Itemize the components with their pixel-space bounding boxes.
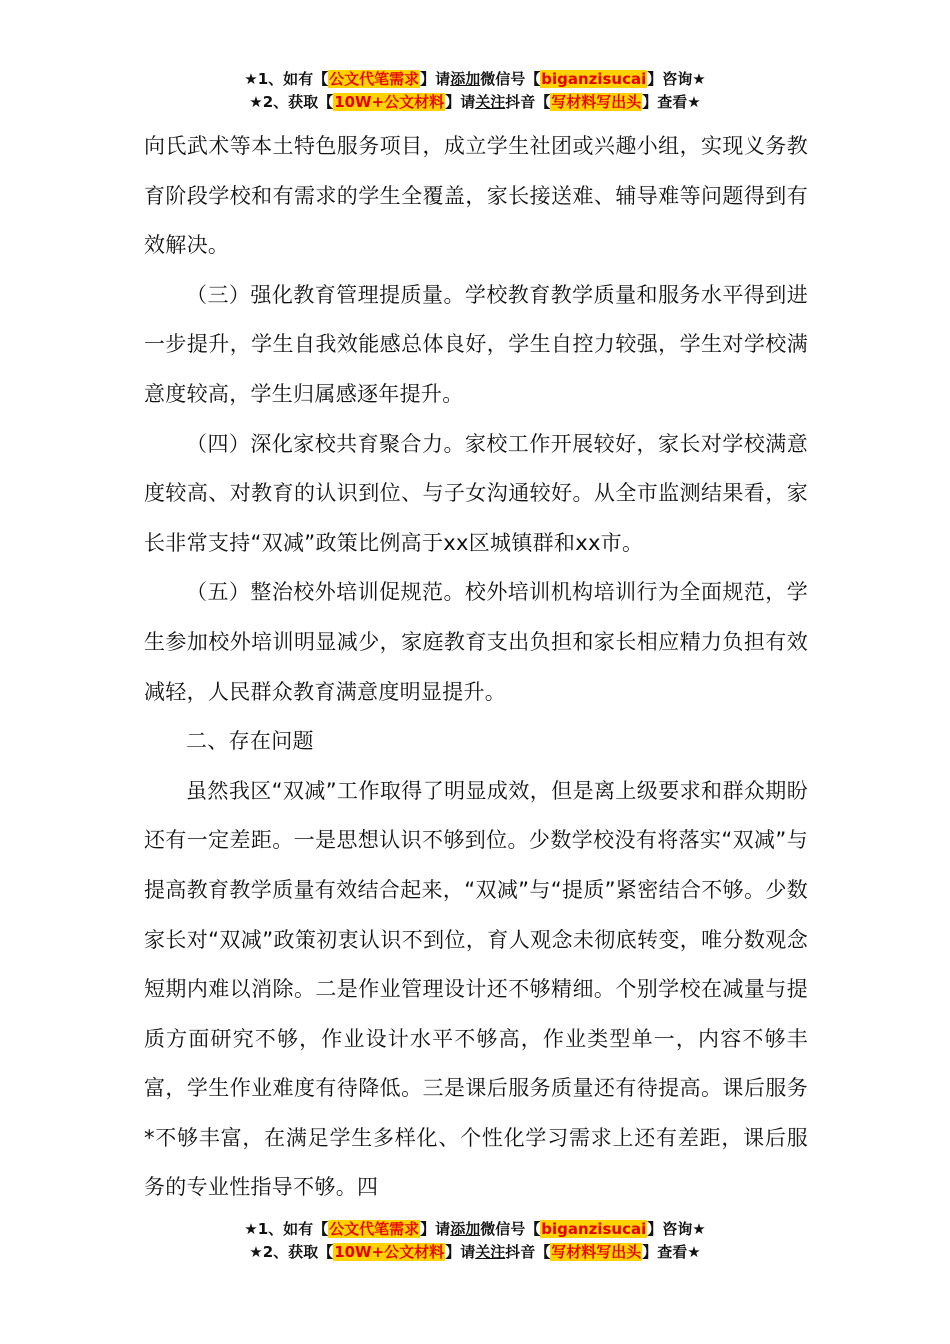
banner-text: 微信号【 xyxy=(480,1220,541,1238)
banner-text: ★1、如有【 xyxy=(244,1220,329,1238)
highlight-douyin-account: 写材料写出头 xyxy=(551,1243,642,1261)
banner-text: 】查看★ xyxy=(642,1243,701,1261)
banner-emphasis: 关注 xyxy=(475,1243,506,1261)
footer-banner xyxy=(0,1218,950,1264)
highlight-materials: 10W+公文材料 xyxy=(334,93,445,111)
paragraph-continuation: 向氏武术等本土特色服务项目，成立学生社团或兴趣小组，实现义务教育阶段学校和有需求的学生全覆盖，家长接送难、辅导难等问题得到有效解决。 xyxy=(144,134,808,258)
paragraph-section-5: （五）整治校外培训促规范。校外培训机构培训行为全面规范，学生参加校外培训明显减少，家庭教育支出负担和家长相应精力负担有效减轻，人民群众教育满意度明显提升。 xyxy=(144,580,808,704)
banner-text: 】咨询★ xyxy=(647,70,706,88)
banner-emphasis: 添加 xyxy=(450,70,481,88)
banner-emphasis: 添加 xyxy=(450,1220,481,1238)
section-heading-problems: 二、存在问题 xyxy=(186,729,314,754)
banner-text: 】请 xyxy=(445,93,476,111)
banner-line-1 xyxy=(0,68,950,91)
header-banner xyxy=(0,68,950,114)
highlight-service: 公文代笔需求 xyxy=(329,1220,420,1238)
banner-text: 】查看★ xyxy=(642,93,701,111)
highlight-wechat-id: biganzisucai xyxy=(541,70,647,88)
banner-text: ★2、获取【 xyxy=(249,93,334,111)
banner-text: ★2、获取【 xyxy=(249,1243,334,1261)
banner-text: 】请 xyxy=(420,1220,451,1238)
banner-text: 抖音【 xyxy=(505,93,551,111)
banner-text: 】咨询★ xyxy=(647,1220,706,1238)
banner-text: 】请 xyxy=(445,1243,476,1261)
paragraph-problems: 虽然我区“双减”工作取得了明显成效，但是离上级要求和群众期盼还有一定差距。一是思想认识不够到位。少数学校没有将落实“双减”与提高教育教学质量有效结合起来，“双减”与“提质”紧密结合不够。少数家长对“双减”政策初衷认识不到位，育人观念未彻底转变，唯分数观念短期内难以消除。二是作业管理设计还不够精细。个别学校在减量与提质方面研究不够，作业设计水平不够高，作业类型单一，内容不够丰富，学生作业难度有待降低。三是课后服务质量还有待提高。课后服务*不够丰富，在满足学生多样化、个性化学习需求上还有差距，课后服务的专业性指导不够。四 xyxy=(144,778,808,1200)
highlight-wechat-id: biganzisucai xyxy=(541,1220,647,1238)
paragraph-section-4: （四）深化家校共育聚合力。家校工作开展较好，家长对学校满意度较高、对教育的认识到位、与子女沟通较好。从全市监测结果看，家长非常支持“双减”政策比例高于xx区城镇群和xx市。 xyxy=(144,431,808,555)
document-body xyxy=(144,122,808,1213)
banner-line-2 xyxy=(0,1241,950,1264)
banner-line-1 xyxy=(0,1218,950,1241)
highlight-douyin-account: 写材料写出头 xyxy=(551,93,642,111)
banner-line-2 xyxy=(0,91,950,114)
banner-text: 抖音【 xyxy=(505,1243,551,1261)
highlight-materials: 10W+公文材料 xyxy=(334,1243,445,1261)
highlight-service: 公文代笔需求 xyxy=(329,70,420,88)
banner-text: ★1、如有【 xyxy=(244,70,329,88)
banner-text: 】请 xyxy=(420,70,451,88)
paragraph-section-3: （三）强化教育管理提质量。学校教育教学质量和服务水平得到进一步提升，学生自我效能感总体良好，学生自控力较强，学生对学校满意度较高，学生归属感逐年提升。 xyxy=(144,282,808,406)
banner-emphasis: 关注 xyxy=(475,93,506,111)
banner-text: 微信号【 xyxy=(480,70,541,88)
